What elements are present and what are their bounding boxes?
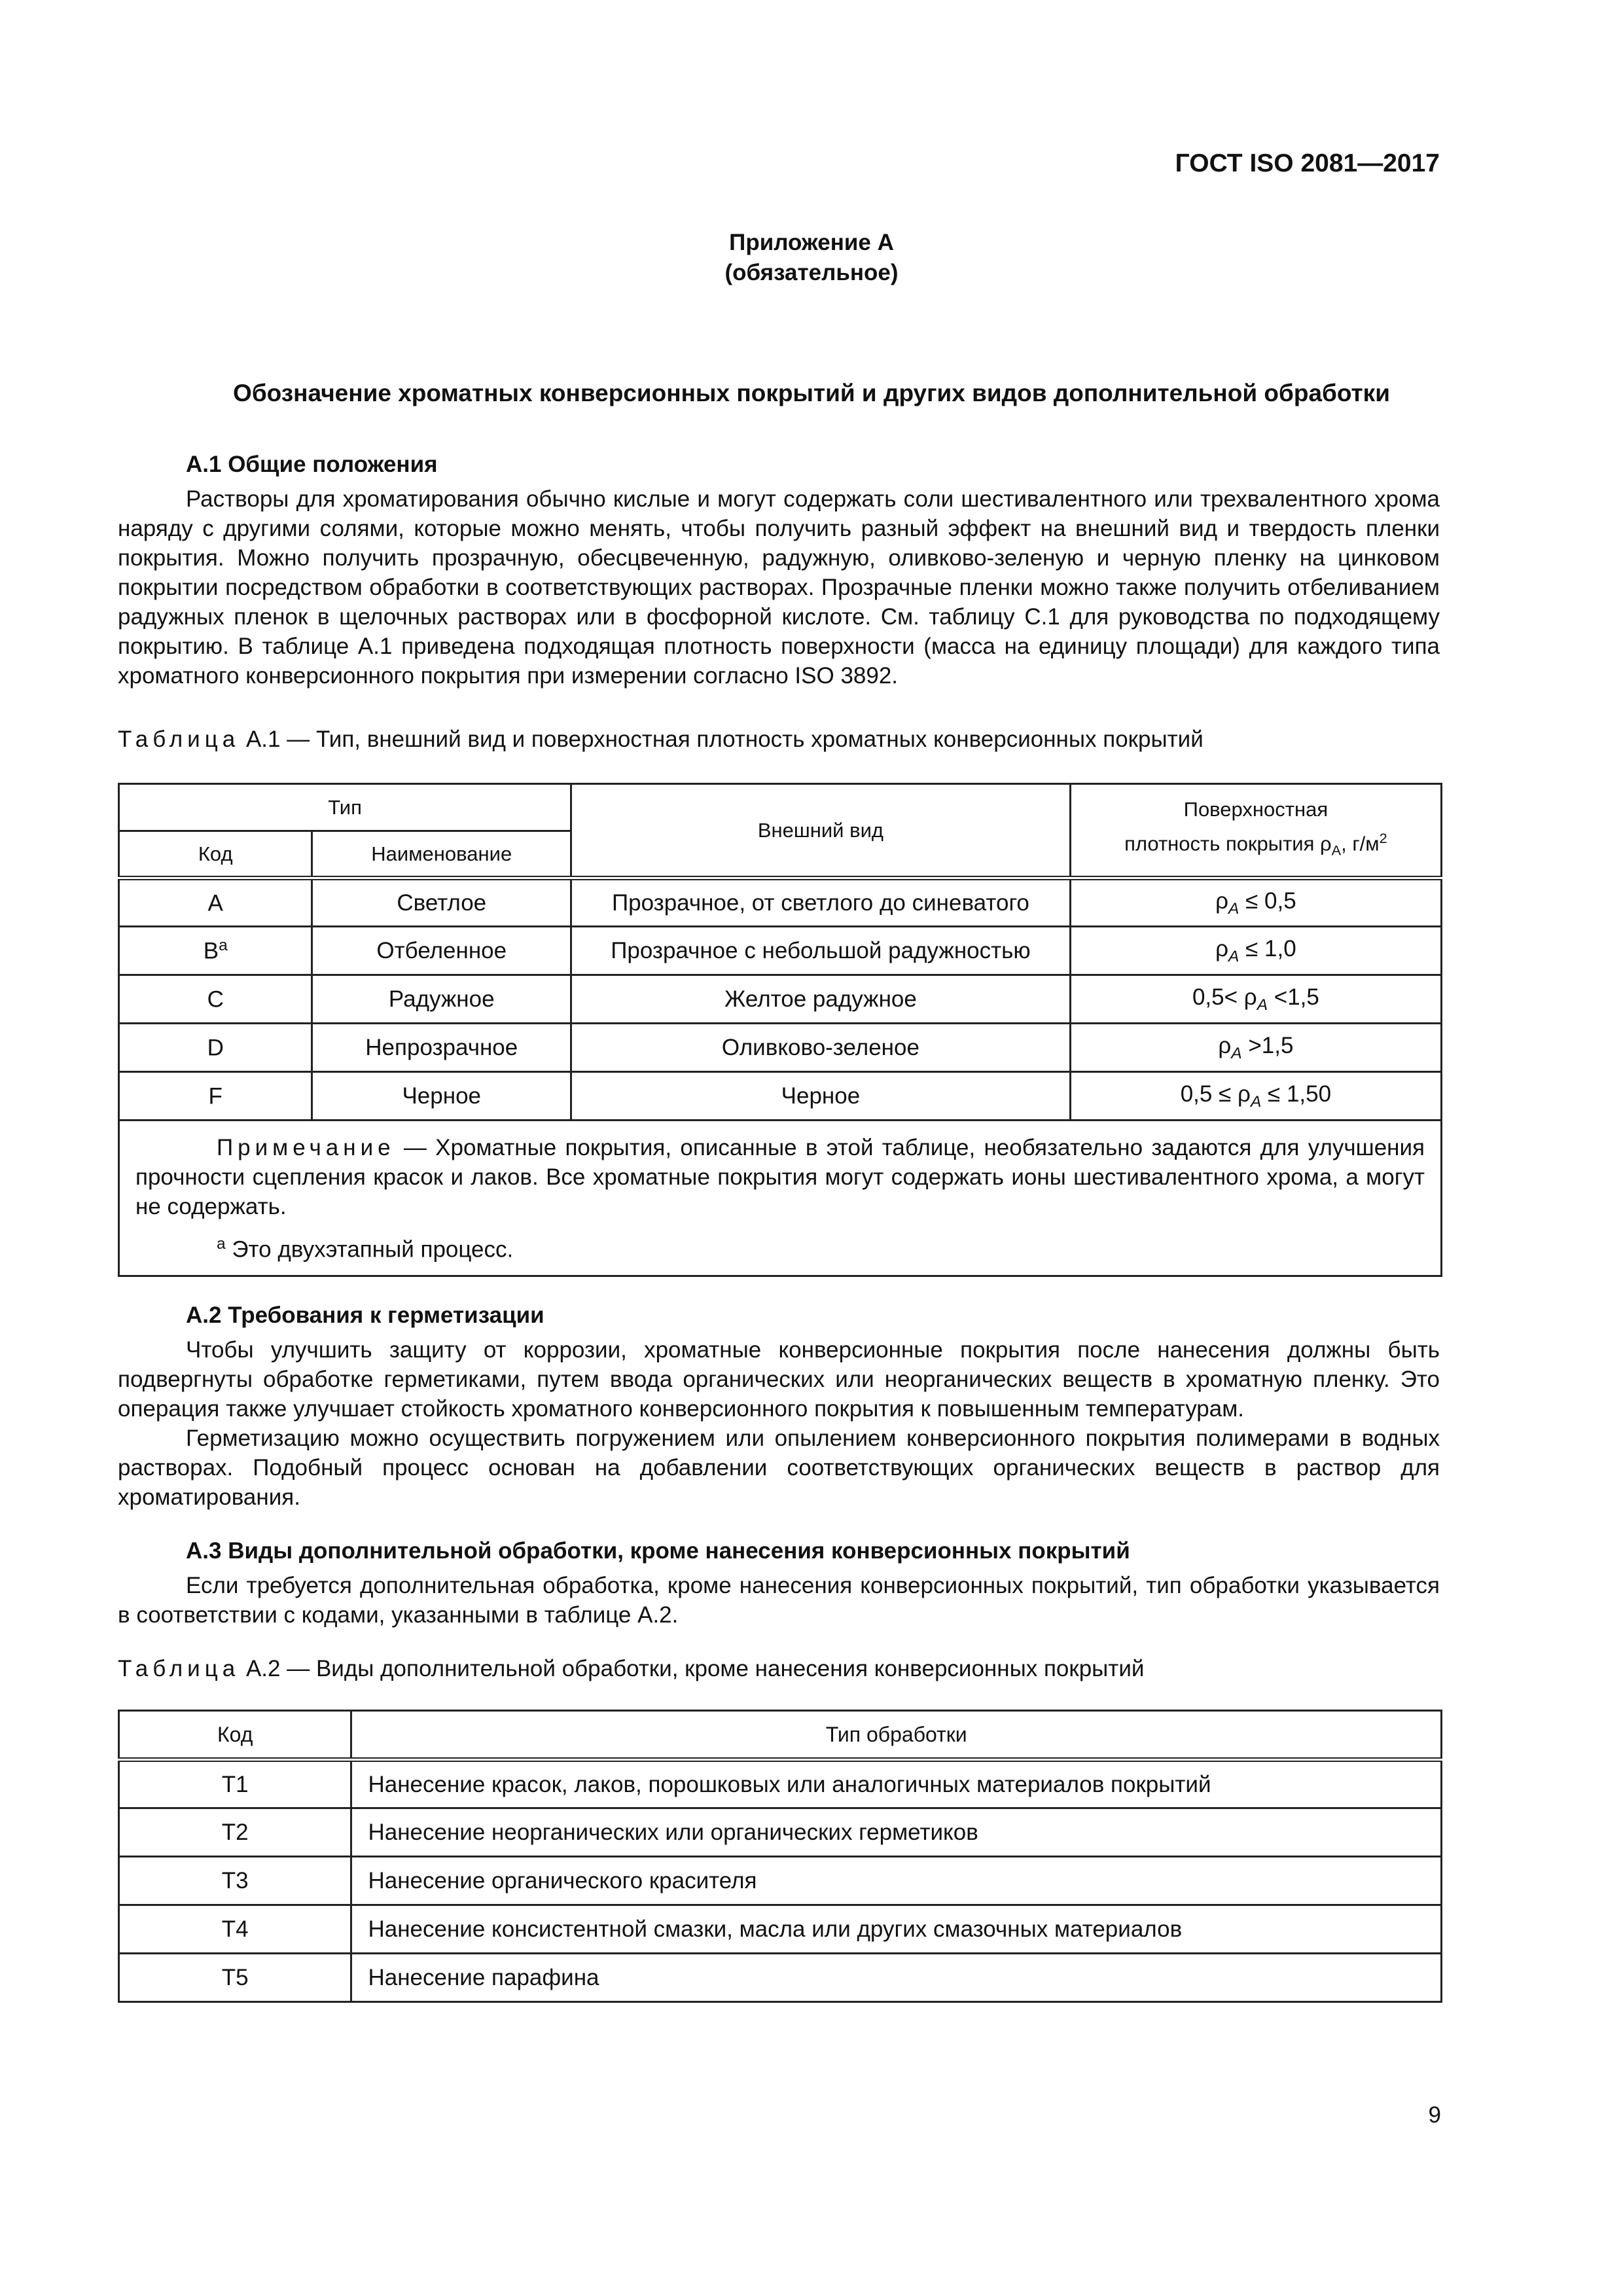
- row-code: $B^a$: [119, 927, 312, 975]
- section-a1-text: Растворы для хроматирования обычно кислые и могут содержать соли шестивалентного или трехвалентного хрома наряду с другими солями, которые можно менять, чтобы получить разный эффект на внешний вид и твердость пленки покрытия. Можно получить прозрачную, обесцвеченную, радужную, оливково-зеленую и черную пленку на цинковом покрытии посредством обработки в соответствующих растворах. Прозрачные пленки можно также получить отбеливанием радужных пленок в щелочных растворах или в фосфорной кислоте. См. таблицу С.1 для руководства по подходящему покрытию. В таблице А.1 приведена подходящая плотность поверхности (масса на единицу площади) для каждого типа хроматного конверсионного покрытия при измерении согласно ISO 3892.: [118, 486, 1440, 689]
- table-a2-header-treatment: Тип обработки: [351, 1711, 1442, 1760]
- table-a1-header-density: [1070, 784, 1441, 878]
- density-header-sub: A: [1331, 842, 1342, 859]
- appendix-status: (обязательное): [724, 260, 899, 285]
- row-density: $0,5< \rho_A <1,5$: [1070, 975, 1441, 1024]
- table-a1-header-appearance: Внешний вид: [571, 784, 1071, 878]
- density-header-unit: , г/м: [1341, 832, 1380, 855]
- table-a2-caption: [118, 1656, 1144, 1682]
- row-appearance: Оливково-зеленое: [571, 1024, 1071, 1072]
- density-header-text: плотность покрытия ρ: [1124, 832, 1332, 855]
- section-a2-para1: Чтобы улучшить защиту от коррозии, хроматные конверсионные покрытия после нанесения должны быть подвергнуты обработке герметиками, путем ввода органических или неорганических веществ в хроматную пленку. Это операция также улучшает стойкость хроматного конверсионного покрытия к повышенным температурам.: [118, 1337, 1440, 1422]
- row-treatment: Нанесение красок, лаков, порошковых или аналогичных материалов покрытий: [351, 1760, 1442, 1808]
- table-a1-caption-prefix: Таблица: [118, 726, 240, 752]
- table-row: [119, 975, 1442, 1024]
- table-row: [119, 1808, 1442, 1857]
- row-density: $\rho_A \le 1,0$: [1070, 927, 1441, 975]
- row-density: $\rho_A >1,5$: [1070, 1024, 1441, 1072]
- row-name: Черное: [312, 1072, 571, 1121]
- appendix-title: Приложение А: [729, 230, 894, 255]
- document-code: ГОСТ ISO 2081—2017: [1175, 149, 1440, 177]
- row-appearance: Желтое радужное: [571, 975, 1071, 1024]
- note-body: — Хроматные покрытия, описанные в этой таблице, необязательно задаются для улучшения прочности сцепления красок и лаков. Все хроматные покрытия могут содержать ионы шестивалентного хрома, а могут не содержать.: [135, 1135, 1425, 1219]
- appendix-heading: [0, 228, 1623, 288]
- row-appearance: Черное: [571, 1072, 1071, 1121]
- footnote-mark: a: [217, 1235, 226, 1253]
- row-name: Непрозрачное: [312, 1024, 571, 1072]
- row-appearance: Прозрачное с небольшой радужностью: [571, 927, 1071, 975]
- table-footnote: [135, 1229, 1425, 1265]
- table-note-text: [135, 1133, 1425, 1221]
- density-header-sup: 2: [1379, 830, 1387, 847]
- row-treatment: Нанесение неорганических или органических герметиков: [351, 1808, 1442, 1857]
- row-code: F: [119, 1072, 312, 1121]
- row-density: $0,5 \le \rho_A \le 1,50$: [1070, 1072, 1441, 1121]
- table-a2-caption-text: А.2 — Виды дополнительной обработки, кроме нанесения конверсионных покрытий: [240, 1656, 1145, 1681]
- row-name: Отбеленное: [312, 927, 571, 975]
- page-number: 9: [1428, 2102, 1441, 2128]
- row-treatment: Нанесение органического красителя: [351, 1857, 1442, 1905]
- main-title: Обозначение хроматных конверсионных покрытий и других видов дополнительной обработки: [233, 380, 1390, 406]
- section-a3-heading: А.3 Виды дополнительной обработки, кроме нанесения конверсионных покрытий: [186, 1538, 1130, 1564]
- section-a2-heading: А.2 Требования к герметизации: [186, 1302, 544, 1328]
- row-name: Радужное: [312, 975, 571, 1024]
- row-code: T2: [119, 1808, 351, 1857]
- section-a2-para2: Герметизацию можно осуществить погружением или опылением конверсионного покрытия полимерами в водных растворах. Подобный процесс основан на добавлении соответствующих органических веществ в раствор для хроматирования.: [118, 1426, 1440, 1510]
- row-density: $\rho_A \le 0,5$: [1070, 878, 1441, 927]
- table-row: [119, 927, 1442, 975]
- table-row: [119, 1857, 1442, 1905]
- row-appearance: Прозрачное, от светлого до синеватого: [571, 878, 1071, 927]
- row-code: D: [119, 1024, 312, 1072]
- table-a1-header-type: Тип: [119, 784, 571, 831]
- row-code: T3: [119, 1857, 351, 1905]
- table-a1-note: [119, 1121, 1442, 1276]
- note-label: Примечание: [217, 1135, 395, 1160]
- row-code: T1: [119, 1760, 351, 1808]
- row-code: C: [119, 975, 312, 1024]
- table-a1-caption: [118, 726, 1204, 753]
- row-code: T5: [119, 1954, 351, 2002]
- table-a2-header-code: Код: [119, 1711, 351, 1760]
- row-treatment: Нанесение консистентной смазки, масла или других смазочных материалов: [351, 1905, 1442, 1954]
- row-code: А: [119, 878, 312, 927]
- density-header-line1: Поверхностная: [1183, 798, 1329, 821]
- table-a1-header-name: Наименование: [312, 831, 571, 878]
- density-header-line2: [1071, 824, 1440, 865]
- section-a3-text: Если требуется дополнительная обработка, кроме нанесения конверсионных покрытий, тип обработки указывается в соответствии с кодами, указанными в таблице А.2.: [118, 1573, 1440, 1628]
- footnote-text: Это двухэтапный процесс.: [225, 1236, 514, 1263]
- table-row: [119, 1072, 1442, 1121]
- row-code: T4: [119, 1905, 351, 1954]
- row-name: Светлое: [312, 878, 571, 927]
- table-row: [119, 1954, 1442, 2002]
- table-row: [119, 1760, 1442, 1808]
- row-treatment: Нанесение парафина: [351, 1954, 1442, 2002]
- section-a1-heading: А.1 Общие положения: [186, 452, 438, 477]
- table-row: [119, 1905, 1442, 1954]
- table-row: [119, 1024, 1442, 1072]
- table-a1: [118, 783, 1442, 1277]
- table-a2: [118, 1710, 1442, 2003]
- table-a2-caption-prefix: Таблица: [118, 1656, 240, 1681]
- table-a1-caption-text: А.1 — Тип, внешний вид и поверхностная плотность хроматных конверсионных покрытий: [240, 726, 1204, 752]
- table-a1-header-code: Код: [119, 831, 312, 878]
- table-row: [119, 878, 1442, 927]
